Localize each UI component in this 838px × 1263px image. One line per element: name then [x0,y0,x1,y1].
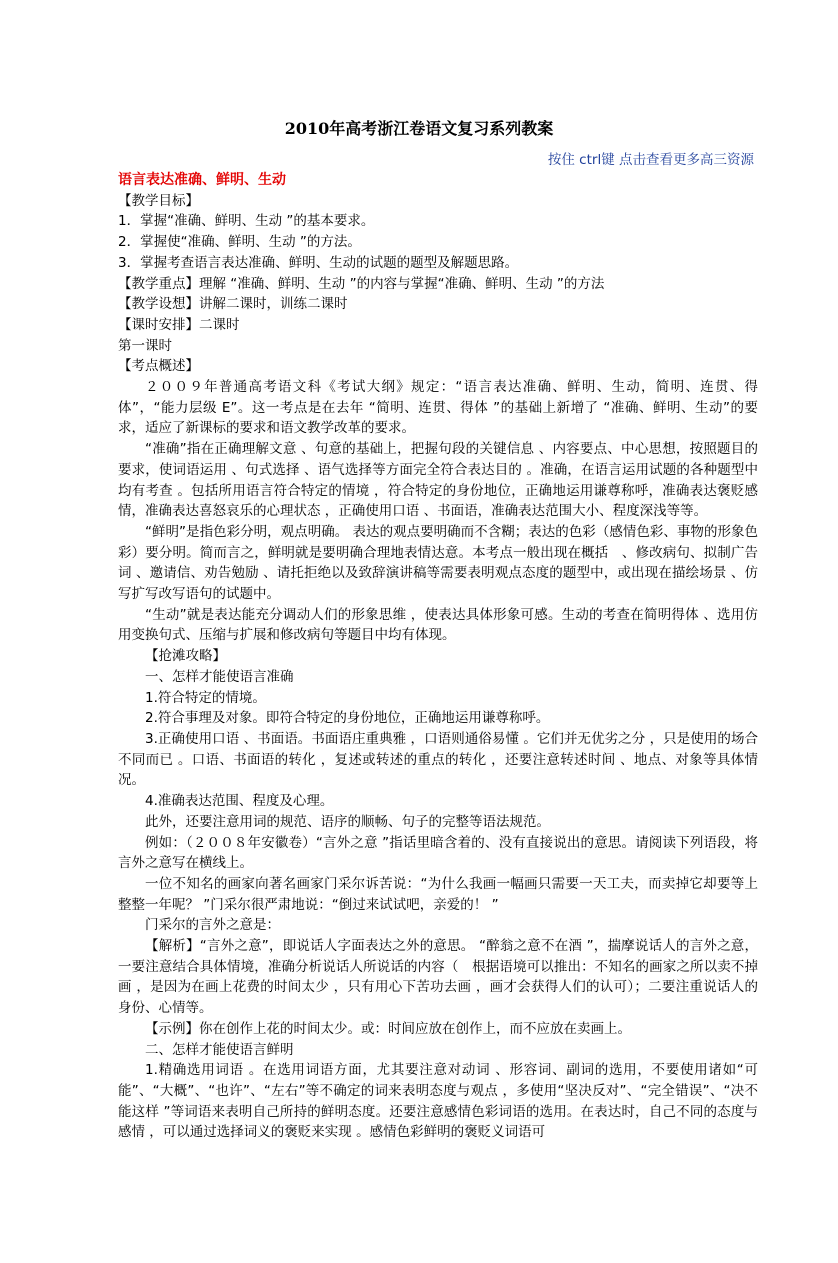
paragraph: “准确”指在正确理解文意 、句意的基础上，把握句段的关键信息 、内容要点、中心思想，按照题目的要求，使词语运用 、句式选择 、语气选择等方面完全符合表达目的 。准确，在语言运用试题的各种题型中均有考查 。包括所用语言符合特定的情境 ，符合特定的身份地位，正确地运用谦尊称呼，准确表达褒贬感情，准确表达喜怒哀乐的心理状态 ，正确使用口语 、书面语，准确表达范围大小、程度深浅等等。 [118,441,758,520]
analysis-paragraph: 【解析】“言外之意”，即说话人字面表达之外的意思。 “醉翁之意不在酒 ”，揣摩说话人的言外之意，一要注意结合具体情境，准确分析说话人所说话的内容（ 根据语境可以推出：不知名的画家之所以卖不掉画 ，是因为在画上花费的时间太少 ，只有用心下苦功去画 ，画才会获得人们的认可）；二要注重说话人的身份、心情等。 [118,938,758,1017]
section-title: 语言表达准确、鲜明、生动 [118,172,286,188]
more-resources-link[interactable]: 按住 ctrl键 点击查看更多高三资源 [547,152,754,168]
paragraph: 此外，还要注意用词的规范、语序的顺畅、句子的完整等语法规范。 [145,813,550,830]
paragraph: “生动”就是表达能充分调动人们的形象思维 ，使表达具体形象可感。生动的考查在简明得体 、选用仿用变换句式、压缩与扩展和修改病句等题目中均有体现。 [118,606,758,644]
paragraph: ２００９年普通高考语文科《考试大纲》规定：“语言表达准确、鲜明、生动，简明、连贯、得体”，“能力层级 E”。这一考点是在去年 “简明、连贯、得体 ”的基础上新增了 “准确、鲜明、生动”的要求，适应了新课标的要求和语文教学改革的要求。 [118,379,758,437]
document-title: 2010年高考浙江卷语文复习系列教案 [284,119,554,138]
strategy-heading: 【抢滩攻略】 [145,648,226,665]
subsection-heading: 一、怎样才能使语言准确 [145,668,294,685]
list-item: 1.符合特定的情境。 [145,689,266,706]
teaching-goals-heading: 【教学目标】 [118,192,199,209]
paragraph: 3.正确使用口语 、书面语。书面语庄重典雅 ，口语则通俗易懂 。它们并无优劣之分 ，只是使用的场合不同而已 。口语、书面语的转化 ，复述或转述的重点的转化 ，还要注意转述时间 、地点、对象等具体情况。 [118,730,758,789]
teaching-focus: 【教学重点】理解 “准确、鲜明、生动 ”的内容与掌握“准确、鲜明、生动 ”的方法 [118,275,605,292]
document-body [118,170,758,1143]
example-paragraph: 【示例】你在创作上花的时间太少。或：时间应放在创作上，而不应放在卖画上。 [145,1020,631,1037]
teaching-plan: 【教学设想】讲解二课时，训练二课时 [118,296,348,313]
goal-item: 1．掌握“准确、鲜明、生动 ”的基本要求。 [118,213,375,230]
overview-heading: 【考点概述】 [118,358,199,375]
list-item: 2.符合事理及对象。即符合特定的身份地位，正确地运用谦尊称呼。 [145,710,550,727]
lesson-heading: 第一课时 [118,337,172,354]
class-schedule: 【课时安排】二课时 [118,316,240,333]
subsection-heading: 二、怎样才能使语言鲜明 [145,1041,294,1058]
list-item: 4.准确表达范围、程度及心理。 [145,793,334,810]
goal-item: 3．掌握考查语言表达准确、鲜明、生动的试题的题型及解题思路。 [118,254,519,271]
paragraph: 门采尔的言外之意是： [145,917,280,934]
paragraph: 一位不知名的画家向著名画家门采尔诉苦说：“为什么我画一幅画只需要一天工夫，而卖掉它却要等上整整一年呢？ ”门采尔很严肃地说：“倒过来试试吧，亲爱的！ ” [118,875,758,913]
paragraph: “鲜明”是指色彩分明，观点明确。 表达的观点要明确而不含糊；表达的色彩（感情色彩、事物的形象色彩）要分明。简而言之，鲜明就是要明确合理地表情达意。本考点一般出现在概括 、修改病句、拟制广告词 、邀请信、劝告勉励 、请托拒绝以及致辞演讲稿等需要表明观点态度的题型中，或出现在描绘场景 、仿写扩写改写语句的试题中。 [118,523,758,603]
goal-item: 2．掌握使“准确、鲜明、生动 ”的方法。 [118,234,361,251]
paragraph: 例如：（２００８年安徽卷）“言外之意 ”指话里暗含着的、没有直接说出的意思。请阅读下列语段，将言外之意写在横线上。 [118,834,758,872]
paragraph: 1.精确选用词语 。在选用词语方面，尤其要注意对动词 、形容词、副词的选用，不要使用诸如“可能”、“大概”、“也许”、“左右”等不确定的词来表明态度与观点 ，多使用“坚决反对”、“完全错误”、“决不能这样 ”等词语来表明自己所持的鲜明态度。还要注意感情色彩词语的选用。在表达时，自己不同的态度与感情 ，可以通过选择词义的褒贬来实现 。感情色彩鲜明的褒贬义词语可 [118,1062,758,1141]
